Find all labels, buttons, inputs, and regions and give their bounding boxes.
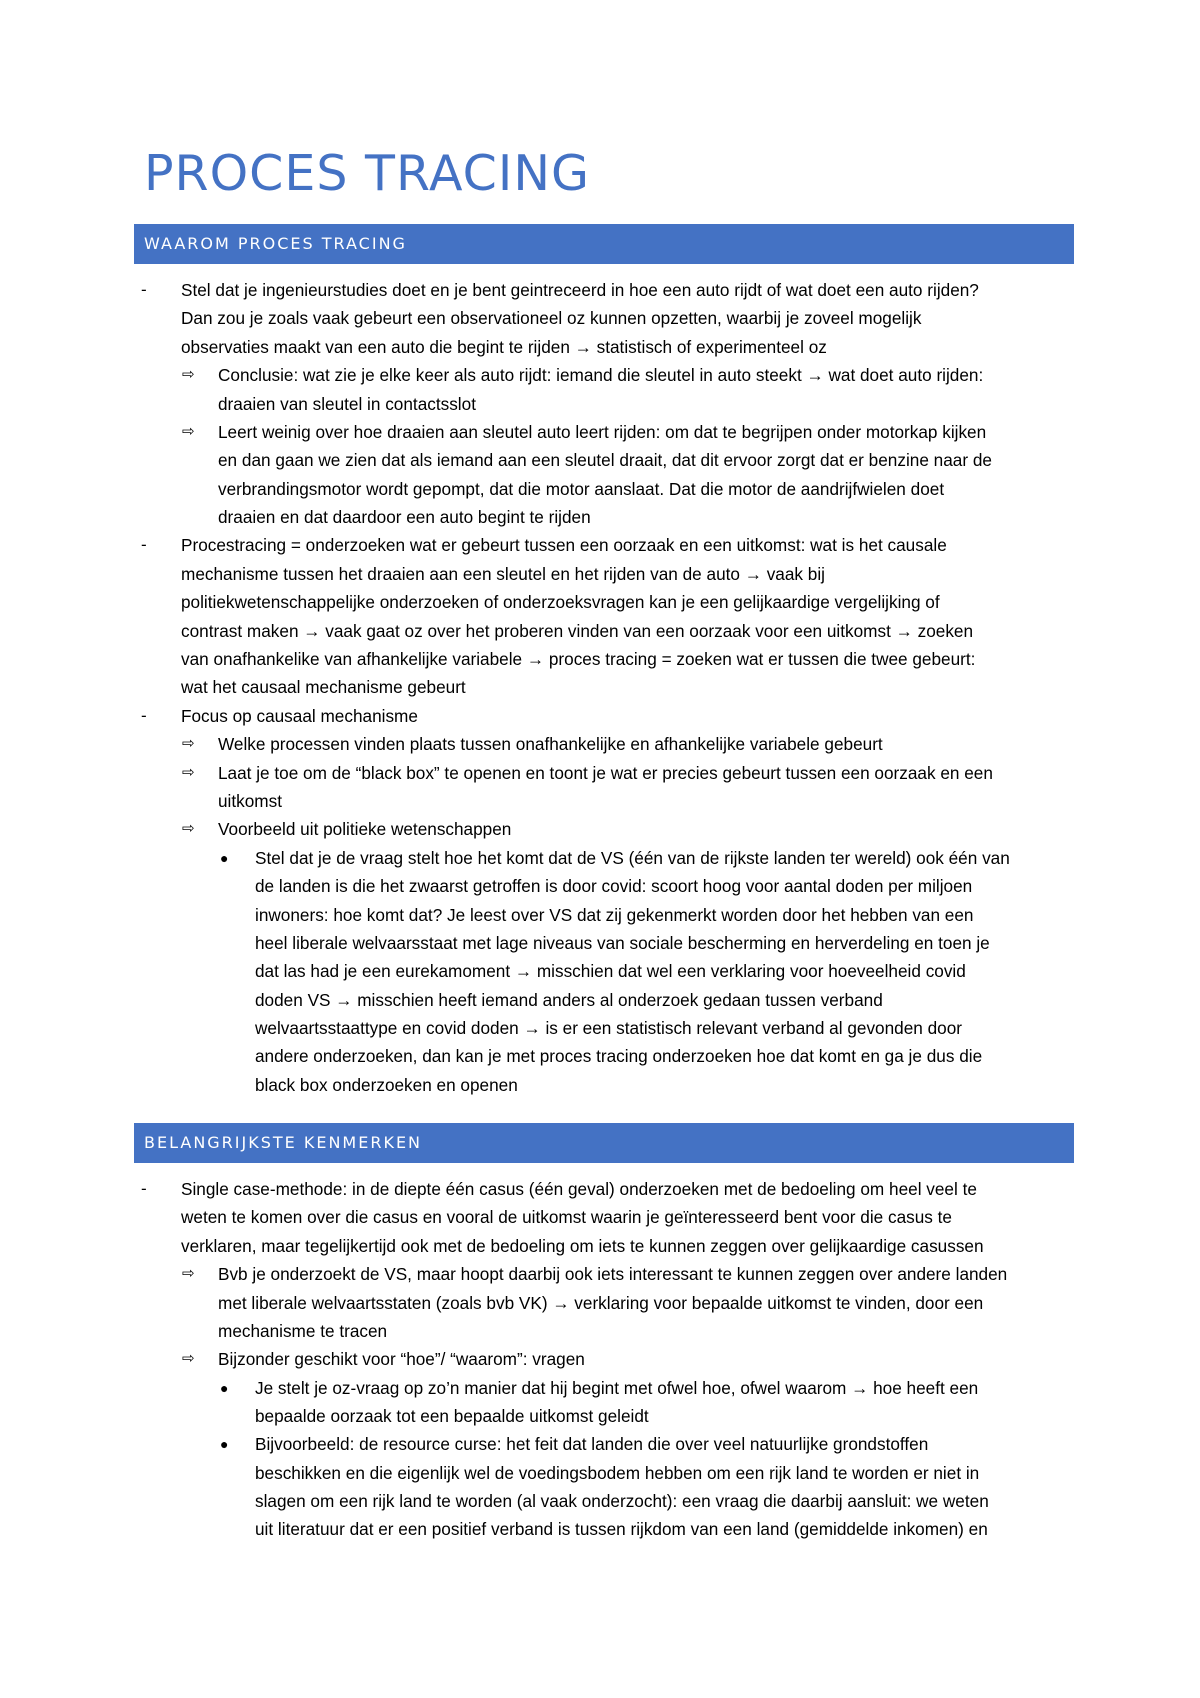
text-line: van onafhankelike van afhankelijke variabele → proces tracing = zoeken wat er tussen die twee gebeurt: [181,649,976,669]
text-line: uitkomst [218,791,282,811]
text-line: verbrandingsmotor wordt gepompt, dat die motor aanslaat. Dat die motor de aandrijfwielen doet [218,479,945,499]
text-line: verklaren, maar tegelijkertijd ook met de bedoeling om iets te kunnen zeggen over gelijkaardige casussen [181,1236,984,1256]
dash-marker: - [141,535,147,554]
arrow-bullet-icon: ⇨ [182,423,195,440]
section-heading: BELANGRIJKSTE KENMERKEN [144,1133,423,1152]
dash-marker: - [141,1179,147,1198]
text-line: Voorbeeld uit politieke wetenschappen [218,819,512,839]
bullet-dot-icon: ● [220,1436,229,1452]
bullet-dot-icon: ● [220,1380,229,1396]
text-line: Single case-methode: in de diepte één casus (één geval) onderzoeken met de bedoeling om heel veel te [181,1179,977,1199]
arrow-bullet-icon: ⇨ [182,735,195,752]
text-line: Procestracing = onderzoeken wat er gebeurt tussen een oorzaak en een uitkomst: wat is het causale [181,535,947,555]
text-line: slagen om een rijk land te worden (al vaak onderzocht): een vraag die daarbij aansluit: we weten [255,1491,989,1511]
text-line: observaties maakt van een auto die begint te rijden → statistisch of experimenteel oz [181,337,827,357]
text-line: black box onderzoeken en openen [255,1075,518,1095]
arrow-bullet-icon: ⇨ [182,820,195,837]
text-line: Conclusie: wat zie je elke keer als auto rijdt: iemand die sleutel in auto steekt → wat doet auto rijden: [218,365,984,385]
text-line: Bijvoorbeeld: de resource curse: het feit dat landen die over veel natuurlijke grondstoffen [255,1434,929,1454]
text-line: uit literatuur dat er een positief verband is tussen rijkdom van een land (gemiddelde inkomen) en [255,1519,988,1539]
section-heading: WAAROM PROCES TRACING [144,234,407,253]
arrow-bullet-icon: ⇨ [182,366,195,383]
text-line: heel liberale welvaarsstaat met lage niveaus van sociale bescherming en herverdeling en toen je [255,933,990,953]
text-line: Stel dat je de vraag stelt hoe het komt dat de VS (één van de rijkste landen ter wereld) ook één van [255,848,1010,868]
text-line: mechanisme tussen het draaien aan een sleutel en het rijden van de auto → vaak bij [181,564,825,584]
text-line: bepaalde oorzaak tot een bepaalde uitkomst geleidt [255,1406,649,1426]
text-line: doden VS → misschien heeft iemand anders al onderzoek gedaan tussen verband [255,990,883,1010]
text-line: Welke processen vinden plaats tussen onafhankelijke en afhankelijke variabele gebeurt [218,734,883,754]
text-line: andere onderzoeken, dan kan je met proces tracing onderzoeken hoe dat komt en ga je dus die [255,1046,983,1066]
arrow-bullet-icon: ⇨ [182,764,195,781]
text-line: beschikken en die eigenlijk wel de voedingsbodem hebben om een rijk land te worden er niet in [255,1463,980,1483]
text-line: draaien van sleutel in contactsslot [218,394,476,414]
text-line: weten te komen over die casus en vooral de uitkomst waarin je geïnteresseerd bent voor die casus te [181,1207,952,1227]
text-line: Dan zou je zoals vaak gebeurt een observationeel oz kunnen opzetten, waarbij je zoveel mogelijk [181,308,922,328]
text-line: Leert weinig over hoe draaien aan sleutel auto leert rijden: om dat te begrijpen onder motorkap kijken [218,422,987,442]
text-line: dat las had je een eurekamoment → misschien dat wel een verklaring voor hoeveelheid covid [255,961,966,981]
text-line: politiekwetenschappelijke onderzoeken of onderzoeksvragen kan je een gelijkaardige vergelijking of [181,592,940,612]
bullet-dot-icon: ● [220,850,229,866]
text-line: en dan gaan we zien dat als iemand aan een sleutel draait, dat dit ervoor zorgt dat er benzine naar de [218,450,992,470]
text-line: de landen is die het zwaarst getroffen is door covid: scoort hoog voor aantal doden per miljoen [255,876,973,896]
text-line: Laat je toe om de “black box” te openen en toont je wat er precies gebeurt tussen een oorzaak en een [218,763,993,783]
text-line: welvaartsstaattype en covid doden → is er een statistisch relevant verband al gevonden door [255,1018,963,1038]
text-line: Bijzonder geschikt voor “hoe”/ “waarom”: vragen [218,1349,585,1369]
text-line: Focus op causaal mechanisme [181,706,418,726]
section-heading-bar [134,1123,1074,1163]
text-line: Bvb je onderzoekt de VS, maar hoopt daarbij ook iets interessant te kunnen zeggen over andere landen [218,1264,1008,1284]
text-line: draaien en dat daardoor een auto begint te rijden [218,507,591,527]
arrow-bullet-icon: ⇨ [182,1265,195,1282]
text-line: Stel dat je ingenieurstudies doet en je bent geintreceerd in hoe een auto rijdt of wat doet een auto rijden? [181,280,979,300]
arrow-bullet-icon: ⇨ [182,1350,195,1367]
text-line: met liberale welvaartsstaten (zoals bvb VK) → verklaring voor bepaalde uitkomst te vinden, door een [218,1293,984,1313]
dash-marker: - [141,280,147,299]
text-line: contrast maken → vaak gaat oz over het proberen vinden van een oorzaak voor een uitkomst → zoeken [181,621,974,641]
text-line: wat het causaal mechanisme gebeurt [181,677,466,697]
section-heading-bar [134,224,1074,264]
text-line: inwoners: hoe komt dat? Je leest over VS dat zij gekenmerkt worden door het hebben van een [255,905,974,925]
text-line: Je stelt je oz-vraag op zo’n manier dat hij begint met ofwel hoe, ofwel waarom → hoe heeft een [255,1378,979,1398]
dash-marker: - [141,706,147,725]
text-line: mechanisme te tracen [218,1321,388,1341]
page-title: PROCES TRACING [144,145,590,202]
